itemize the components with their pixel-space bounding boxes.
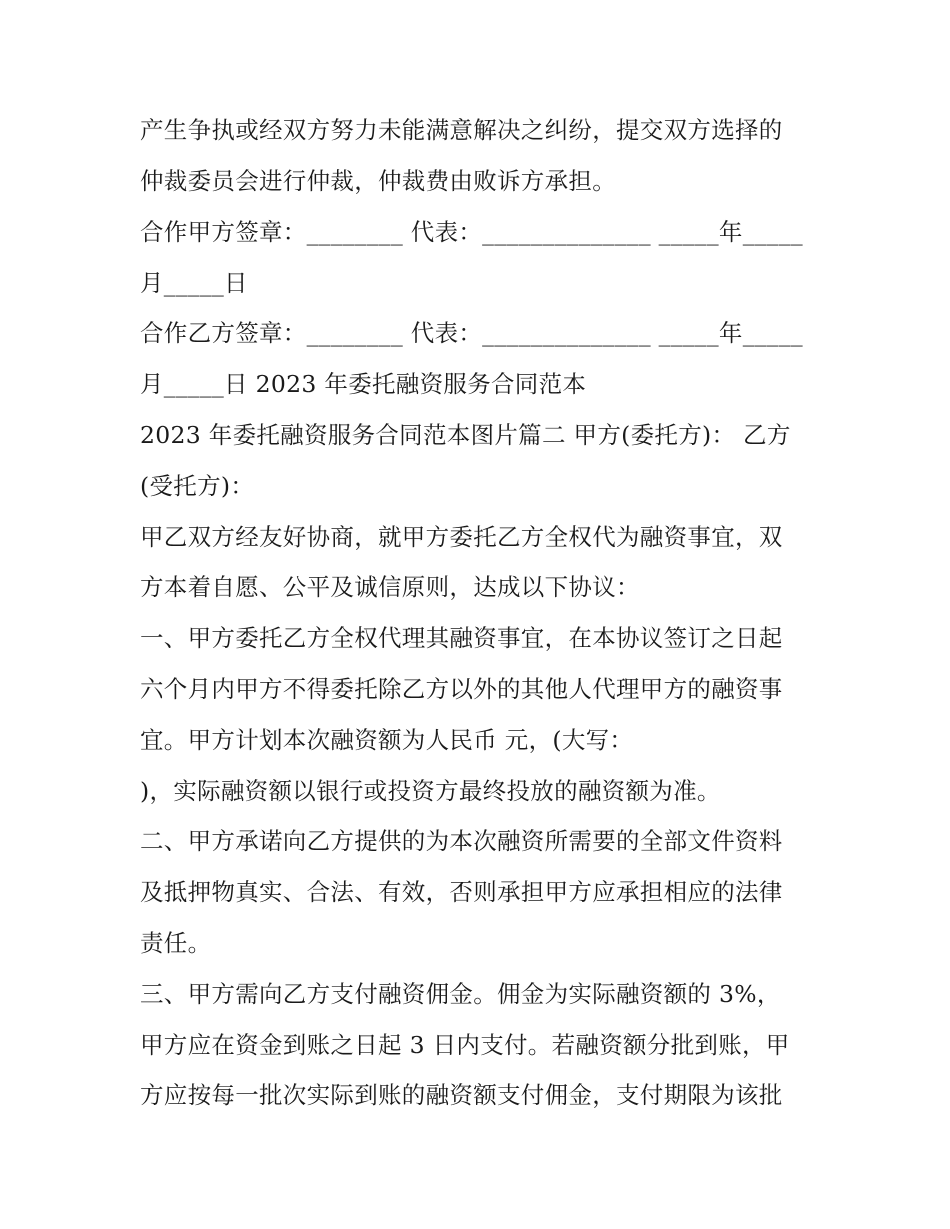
text-line: 方应按每一批次实际到账的融资额支付佣金，支付期限为该批 xyxy=(140,1081,783,1109)
text-line: )，实际融资额以银行或投资方最终投放的融资额为准。 xyxy=(140,777,721,805)
text-line: 产生争执或经双方努力未能满意解决之纠纷，提交双方选择的 xyxy=(140,116,783,144)
text-line: 宜。甲方计划本次融资额为人民币 元，(大写： xyxy=(140,726,634,754)
text-line: 月_____日 2023 年委托融资服务合同范本 xyxy=(140,370,587,398)
clause-1: 一、甲方委托乙方全权代理其融资事宜，在本协议签订之日起 xyxy=(140,624,783,652)
clause-3: 三、甲方需向乙方支付融资佣金。佣金为实际融资额的 3%， xyxy=(140,980,781,1008)
date-line: 月_____日 xyxy=(140,269,248,297)
text-line: 责任。 xyxy=(140,929,212,957)
signature-line-party-b: 合作乙方签章：________ 代表：______________ _____年_____ xyxy=(140,319,803,347)
text-line: (受托方)： xyxy=(140,472,255,500)
section-heading: 2023 年委托融资服务合同范本图片篇二 甲方(委托方)： 乙方 xyxy=(140,421,791,449)
signature-line-party-a: 合作甲方签章：________ 代表：______________ _____年_____ xyxy=(140,218,803,246)
text-line: 仲裁委员会进行仲裁，仲裁费由败诉方承担。 xyxy=(140,167,616,195)
text-line: 六个月内甲方不得委托除乙方以外的其他人代理甲方的融资事 xyxy=(140,675,783,703)
clause-2: 二、甲方承诺向乙方提供的为本次融资所需要的全部文件资料 xyxy=(140,827,783,855)
text-line: 甲乙双方经友好协商，就甲方委托乙方全权代为融资事宜，双 xyxy=(140,523,783,551)
text-line: 方本着自愿、公平及诚信原则，达成以下协议： xyxy=(140,573,640,601)
text-line: 甲方应在资金到账之日起 3 日内支付。若融资额分批到账，甲 xyxy=(140,1031,790,1059)
text-line: 及抵押物真实、合法、有效，否则承担甲方应承担相应的法律 xyxy=(140,878,783,906)
